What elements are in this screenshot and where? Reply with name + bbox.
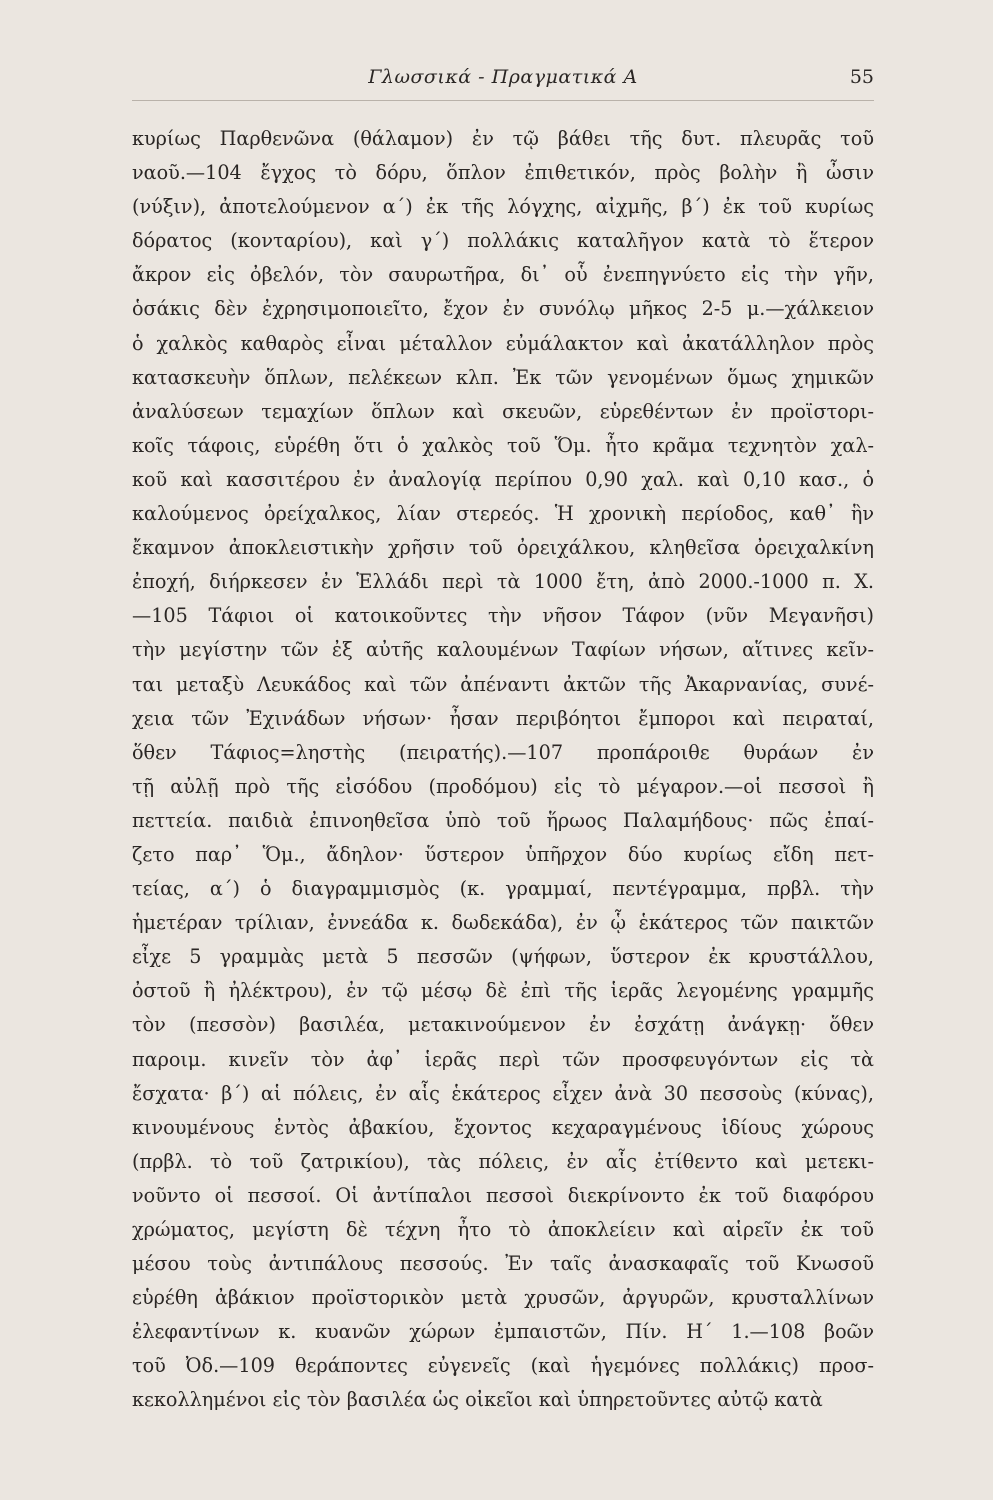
text-line: κινουμένους ἐντὸς ἀβακίου, ἔχοντος κεχαραγμένους ἰδίους χώρους	[132, 1115, 874, 1139]
text-line: ὅθεν Τάφιος=ληστὴς (πειρατής).—107 προπάροιθε θυράων ἐν	[132, 740, 874, 764]
text-line: τοῦ Ὀδ.—109 θεράποντες εὐγενεῖς (καὶ ἡγεμόνες πολλάκις) προσ-	[132, 1354, 874, 1378]
text-line: τὴν μεγίστην τῶν ἐξ αὐτῆς καλουμένων Ταφίων νήσων, αἵτινες κεῖν-	[132, 638, 874, 662]
text-line: κατασκευὴν ὅπλων, πελέκεων κλπ. Ἐκ τῶν γενομένων ὅμως χημικῶν	[132, 365, 874, 389]
text-line: (νύξιν), ἀποτελούμενον α΄) ἐκ τῆς λόγχης, αἰχμῆς, β΄) ἐκ τοῦ κυρίως	[132, 195, 874, 219]
running-title: Γλωσσικά - Πραγματικά Α	[368, 66, 638, 88]
text-line: εἶχε 5 γραμμὰς μετὰ 5 πεσσῶν (ψήφων, ὕστερον ἐκ κρυστάλλου,	[132, 945, 874, 969]
text-line: τείας, α΄) ὁ διαγραμμισμὸς (κ. γραμμαί, πεντέγραμμα, πρβλ. τὴν	[132, 877, 874, 901]
text-line: ὀστοῦ ἢ ἠλέκτρου), ἐν τῷ μέσῳ δὲ ἐπὶ τῆς ἱερᾶς λεγομένης γραμμῆς	[132, 979, 874, 1003]
text-line: ἐποχή, διήρκεσεν ἐν Ἑλλάδι περὶ τὰ 1000 ἔτη, ἀπὸ 2000.-1000 π. Χ.	[132, 570, 874, 594]
text-line: ὁσάκις δὲν ἐχρησιμοποιεῖτο, ἔχον ἐν συνόλῳ μῆκος 2-5 μ.—χάλκειον	[132, 297, 874, 321]
text-line: χεια τῶν Ἐχινάδων νήσων· ἦσαν περιβόητοι ἔμποροι καὶ πειραταί,	[132, 706, 874, 730]
text-line: ἔσχατα· β΄) αἱ πόλεις, ἐν αἷς ἑκάτερος εἶχεν ἀνὰ 30 πεσσοὺς (κύνας),	[132, 1081, 874, 1105]
text-line: —105 Τάφιοι οἱ κατοικοῦντες τὴν νῆσον Τάφον (νῦν Μεγανῆσι)	[132, 604, 874, 628]
text-line: τὸν (πεσσὸν) βασιλέα, μετακινούμενον ἐν ἐσχάτῃ ἀνάγκῃ· ὅθεν	[132, 1013, 874, 1037]
text-line: (πρβλ. τὸ τοῦ ζατρικίου), τὰς πόλεις, ἐν αἷς ἐτίθεντο καὶ μετεκι-	[132, 1149, 874, 1173]
header-rule	[132, 100, 874, 101]
text-line: κοῖς τάφοις, εὑρέθη ὅτι ὁ χαλκὸς τοῦ Ὅμ. ἦτο κρᾶμα τεχνητὸν χαλ-	[132, 433, 874, 457]
text-line: ἡμετέραν τρίλιαν, ἐννεάδα κ. δωδεκάδα), ἐν ᾧ ἑκάτερος τῶν παικτῶν	[132, 911, 874, 935]
page-header	[132, 66, 874, 96]
text-line: ται μεταξὺ Λευκάδος καὶ τῶν ἀπέναντι ἀκτῶν τῆς Ἀκαρνανίας, συνέ-	[132, 672, 874, 696]
body-text	[132, 122, 874, 1418]
text-line: νοῦντο οἱ πεσσοί. Οἱ ἀντίπαλοι πεσσοὶ διεκρίνοντο ἐκ τοῦ διαφόρου	[132, 1183, 874, 1207]
text-line: κοῦ καὶ κασσιτέρου ἐν ἀναλογίᾳ περίπου 0,90 χαλ. καὶ 0,10 κασ., ὁ	[132, 467, 874, 491]
text-line: ἔκαμνον ἀποκλειστικὴν χρῆσιν τοῦ ὀρειχάλκου, κληθεῖσα ὀρειχαλκίνη	[132, 536, 874, 560]
page-number: 55	[849, 66, 874, 88]
text-line: τῇ αὐλῇ πρὸ τῆς εἰσόδου (προδόμου) εἰς τὸ μέγαρον.—οἱ πεσσοὶ ἢ	[132, 774, 874, 798]
text-line: κεκολλημένοι εἰς τὸν βασιλέα ὡς οἰκεῖοι καὶ ὑπηρετοῦντες αὐτῷ κατὰ	[132, 1388, 823, 1412]
text-line: μέσου τοὺς ἀντιπάλους πεσσούς. Ἐν ταῖς ἀνασκαφαῖς τοῦ Κνωσοῦ	[132, 1252, 874, 1276]
text-line: καλούμενος ὀρείχαλκος, λίαν στερεός. Ἡ χρονικὴ περίοδος, καθ᾿ ἣν	[132, 502, 874, 526]
text-line: εὑρέθη ἀβάκιον προϊστορικὸν μετὰ χρυσῶν, ἀργυρῶν, κρυσταλλίνων	[132, 1286, 874, 1310]
text-line: δόρατος (κονταρίου), καὶ γ΄) πολλάκις καταλῆγον κατὰ τὸ ἕτερον	[132, 229, 874, 253]
text-line: ἀναλύσεων τεμαχίων ὅπλων καὶ σκευῶν, εὑρεθέντων ἐν προϊστορι-	[132, 399, 874, 423]
text-line: ἐλεφαντίνων κ. κυανῶν χώρων ἐμπαιστῶν, Πίν. Η΄ 1.—108 βοῶν	[132, 1320, 874, 1344]
text-line: ἄκρον εἰς ὀβελόν, τὸν σαυρωτῆρα, δι᾿ οὗ ἐνεπηγνύετο εἰς τὴν γῆν,	[132, 263, 874, 287]
text-line: κυρίως Παρθενῶνα (θάλαμον) ἐν τῷ βάθει τῆς δυτ. πλευρᾶς τοῦ	[132, 127, 874, 150]
text-line: παροιμ. κινεῖν τὸν ἀφ᾿ ἱερᾶς περὶ τῶν προσφευγόντων εἰς τὰ	[132, 1047, 874, 1071]
text-line: χρώματος, μεγίστη δὲ τέχνη ἦτο τὸ ἀποκλείειν καὶ αἱρεῖν ἐκ τοῦ	[132, 1218, 874, 1241]
text-line: ζετο παρ᾿ Ὅμ., ἄδηλον· ὕστερον ὑπῆρχον δύο κυρίως εἴδη πετ-	[132, 842, 874, 866]
text-line: πεττεία. παιδιὰ ἐπινοηθεῖσα ὑπὸ τοῦ ἥρωος Παλαμήδους· πῶς ἐπαί-	[132, 808, 874, 832]
text-line: ναοῦ.—104 ἔγχος τὸ δόρυ, ὅπλον ἐπιθετικόν, πρὸς βολὴν ἢ ὦσιν	[132, 161, 874, 185]
text-line: ὁ χαλκὸς καθαρὸς εἶναι μέταλλον εὐμάλακτον καὶ ἀκατάλληλον πρὸς	[132, 331, 874, 355]
